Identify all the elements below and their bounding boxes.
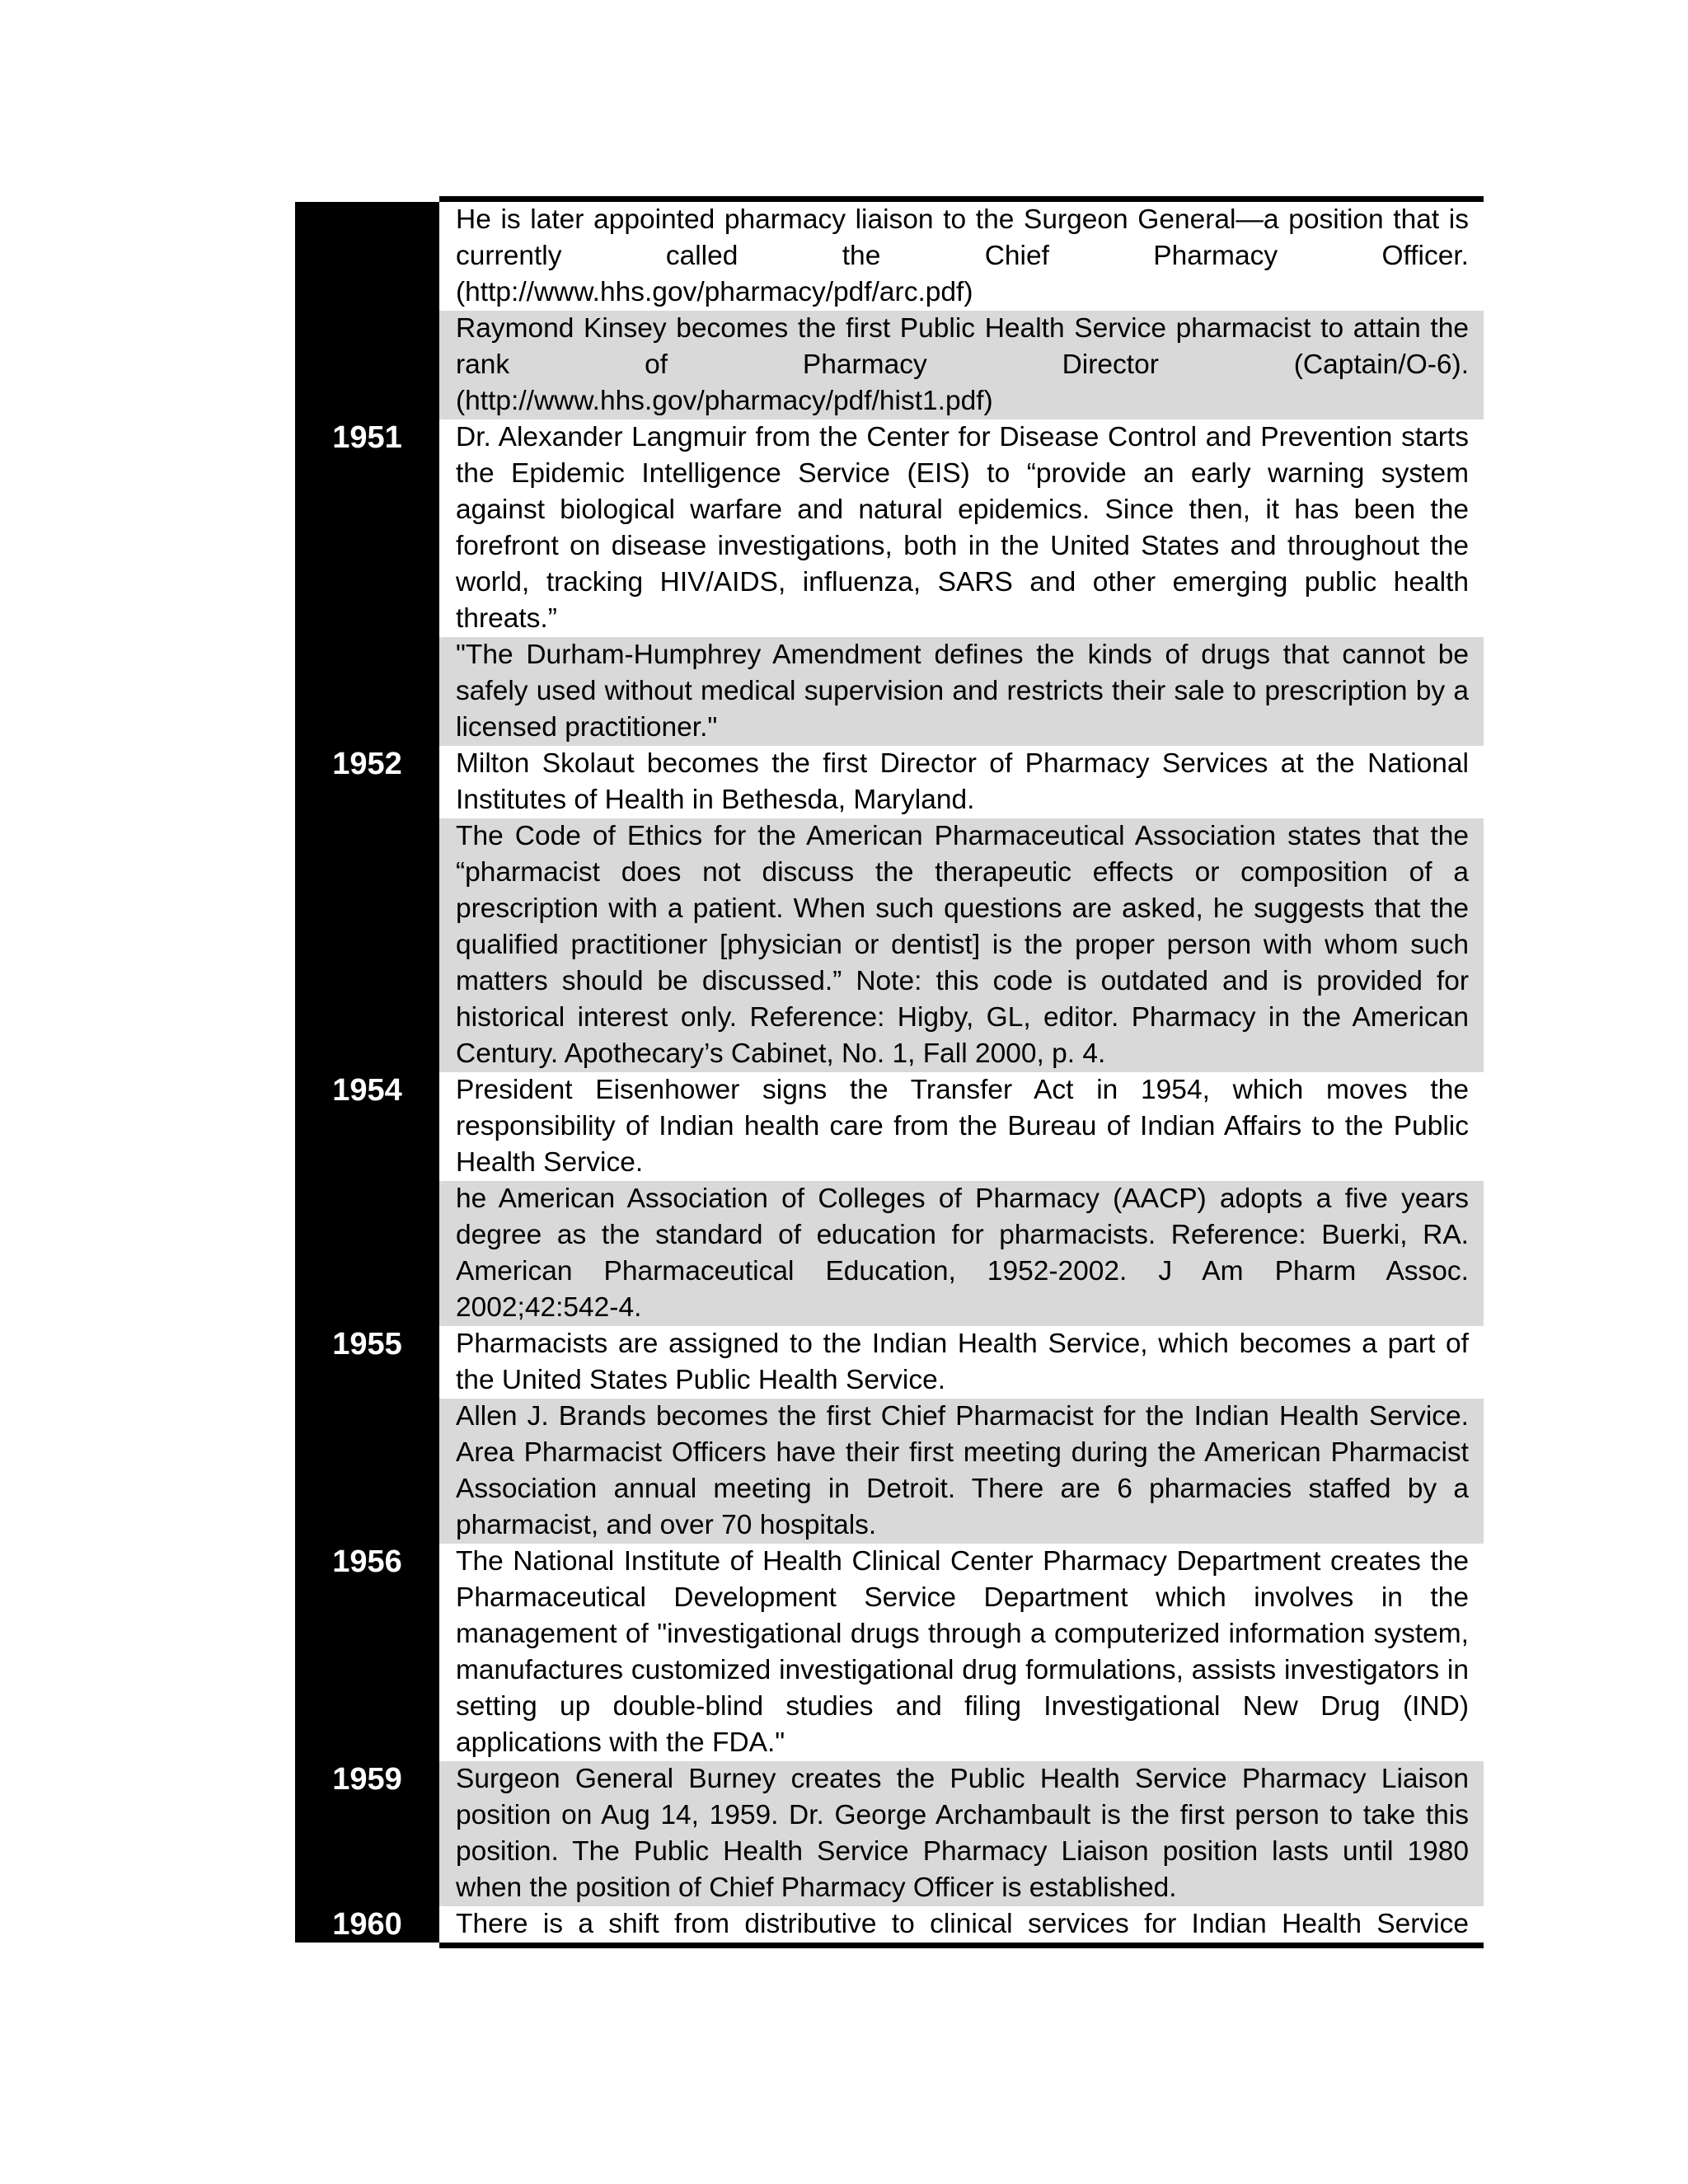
event-description: There is a shift from distributive to clinical services for Indian Health Service xyxy=(456,1909,1469,1939)
bottom-rule xyxy=(439,1943,1484,1948)
timeline-row xyxy=(295,1181,1484,1326)
event-description: Milton Skolaut becomes the first Director of Pharmacy Services at the National Institutes of Health in Bethesda, Maryland. xyxy=(456,748,1469,815)
timeline-row xyxy=(295,818,1484,1072)
event-description: Raymond Kinsey becomes the first Public Health Service pharmacist to attain the rank of Pharmacy Director (Captain/O-6). (http://www.hhs.gov/pharmacy/pdf/hist1.pdf) xyxy=(439,311,1484,419)
timeline-row xyxy=(295,746,1484,818)
event-description: Pharmacists are assigned to the Indian Health Service, which becomes a part of the United States Public Health Service. xyxy=(456,1329,1469,1395)
year-label: 1960 xyxy=(295,1906,439,1943)
year-label: 1952 xyxy=(295,746,439,818)
timeline-table xyxy=(295,196,1484,1948)
year-label xyxy=(295,311,439,419)
timeline-row xyxy=(295,1761,1484,1906)
year-label xyxy=(295,1181,439,1326)
event-description: President Eisenhower signs the Transfer Act in 1954, which moves the responsibility of Indian health care from the Bureau of Indian Affairs to the Public Health Service. xyxy=(456,1075,1469,1178)
event-description: The National Institute of Health Clinical Center Pharmacy Department creates the Pharmaceutical Development Service Department which involves in the management of "investigational drugs through a computerized information system, manufactures customized investigational drug formulations, assists investigators in setting up double-blind studies and filing Investigational New Drug (IND) applications with the FDA." xyxy=(456,1546,1469,1758)
event-description: Allen J. Brands becomes the first Chief Pharmacist for the Indian Health Service. Area Pharmacist Officers have their first meeting during the American Pharmacist Association annual meeting in Detroit. There are 6 pharmacies staffed by a pharmacist, and over 70 hospitals. xyxy=(439,1399,1484,1544)
event-description: Dr. Alexander Langmuir from the Center for Disease Control and Prevention starts the Epidemic Intelligence Service (EIS) to “provide an early warning system against biological warfare and natural epidemics. Since then, it has been the forefront on disease investigations, both in the United States and throughout the world, tracking HIV/AIDS, influenza, SARS and other emerging public health threats.” xyxy=(456,422,1469,634)
event-description: Surgeon General Burney creates the Public Health Service Pharmacy Liaison position on Aug 14, 1959. Dr. George Archambault is the first person to take this position. The Public Health Service Pharmacy Liaison position lasts until 1980 when the position of Chief Pharmacy Officer is established. xyxy=(439,1761,1484,1906)
timeline-rows xyxy=(295,196,1484,1943)
year-label xyxy=(295,1399,439,1544)
event-description: He is later appointed pharmacy liaison to the Surgeon General—a position that is currently called the Chief Pharmacy Officer. (http://www.hhs.gov/pharmacy/pdf/arc.pdf) xyxy=(456,204,1469,307)
timeline-row xyxy=(295,311,1484,419)
year-label: 1956 xyxy=(295,1544,439,1761)
timeline-row xyxy=(295,1544,1484,1761)
year-label: 1959 xyxy=(295,1761,439,1906)
timeline-row xyxy=(295,1072,1484,1181)
year-label xyxy=(295,202,439,311)
event-description: he American Association of Colleges of Pharmacy (AACP) adopts a five years degree as the standard of education for pharmacists. Reference: Buerki, RA. American Pharmaceutical Education, 1952-2002. J Am Pharm Assoc. 2002;42:542-4. xyxy=(439,1181,1484,1326)
event-description: "The Durham-Humphrey Amendment defines the kinds of drugs that cannot be safely used without medical supervision and restricts their sale to prescription by a licensed practitioner." xyxy=(439,637,1484,746)
timeline-row xyxy=(295,202,1484,311)
year-label: 1951 xyxy=(295,419,439,637)
timeline-row xyxy=(295,419,1484,637)
timeline-row xyxy=(295,1906,1484,1943)
timeline-row xyxy=(295,1399,1484,1544)
year-label xyxy=(295,637,439,746)
top-rule xyxy=(439,196,1484,202)
event-description: The Code of Ethics for the American Pharmaceutical Association states that the “pharmacist does not discuss the therapeutic effects or composition of a prescription with a patient. When such questions are asked, he suggests that the qualified practitioner [physician or dentist] is the proper person with whom such matters should be discussed.” Note: this code is outdated and is provided for historical interest only. Reference: Higby, GL, editor. Pharmacy in the American Century. Apothecary’s Cabinet, No. 1, Fall 2000, p. 4. xyxy=(439,818,1484,1072)
year-label: 1954 xyxy=(295,1072,439,1181)
timeline-row xyxy=(295,637,1484,746)
year-label: 1955 xyxy=(295,1326,439,1399)
timeline-row xyxy=(295,1326,1484,1399)
year-label xyxy=(295,818,439,1072)
